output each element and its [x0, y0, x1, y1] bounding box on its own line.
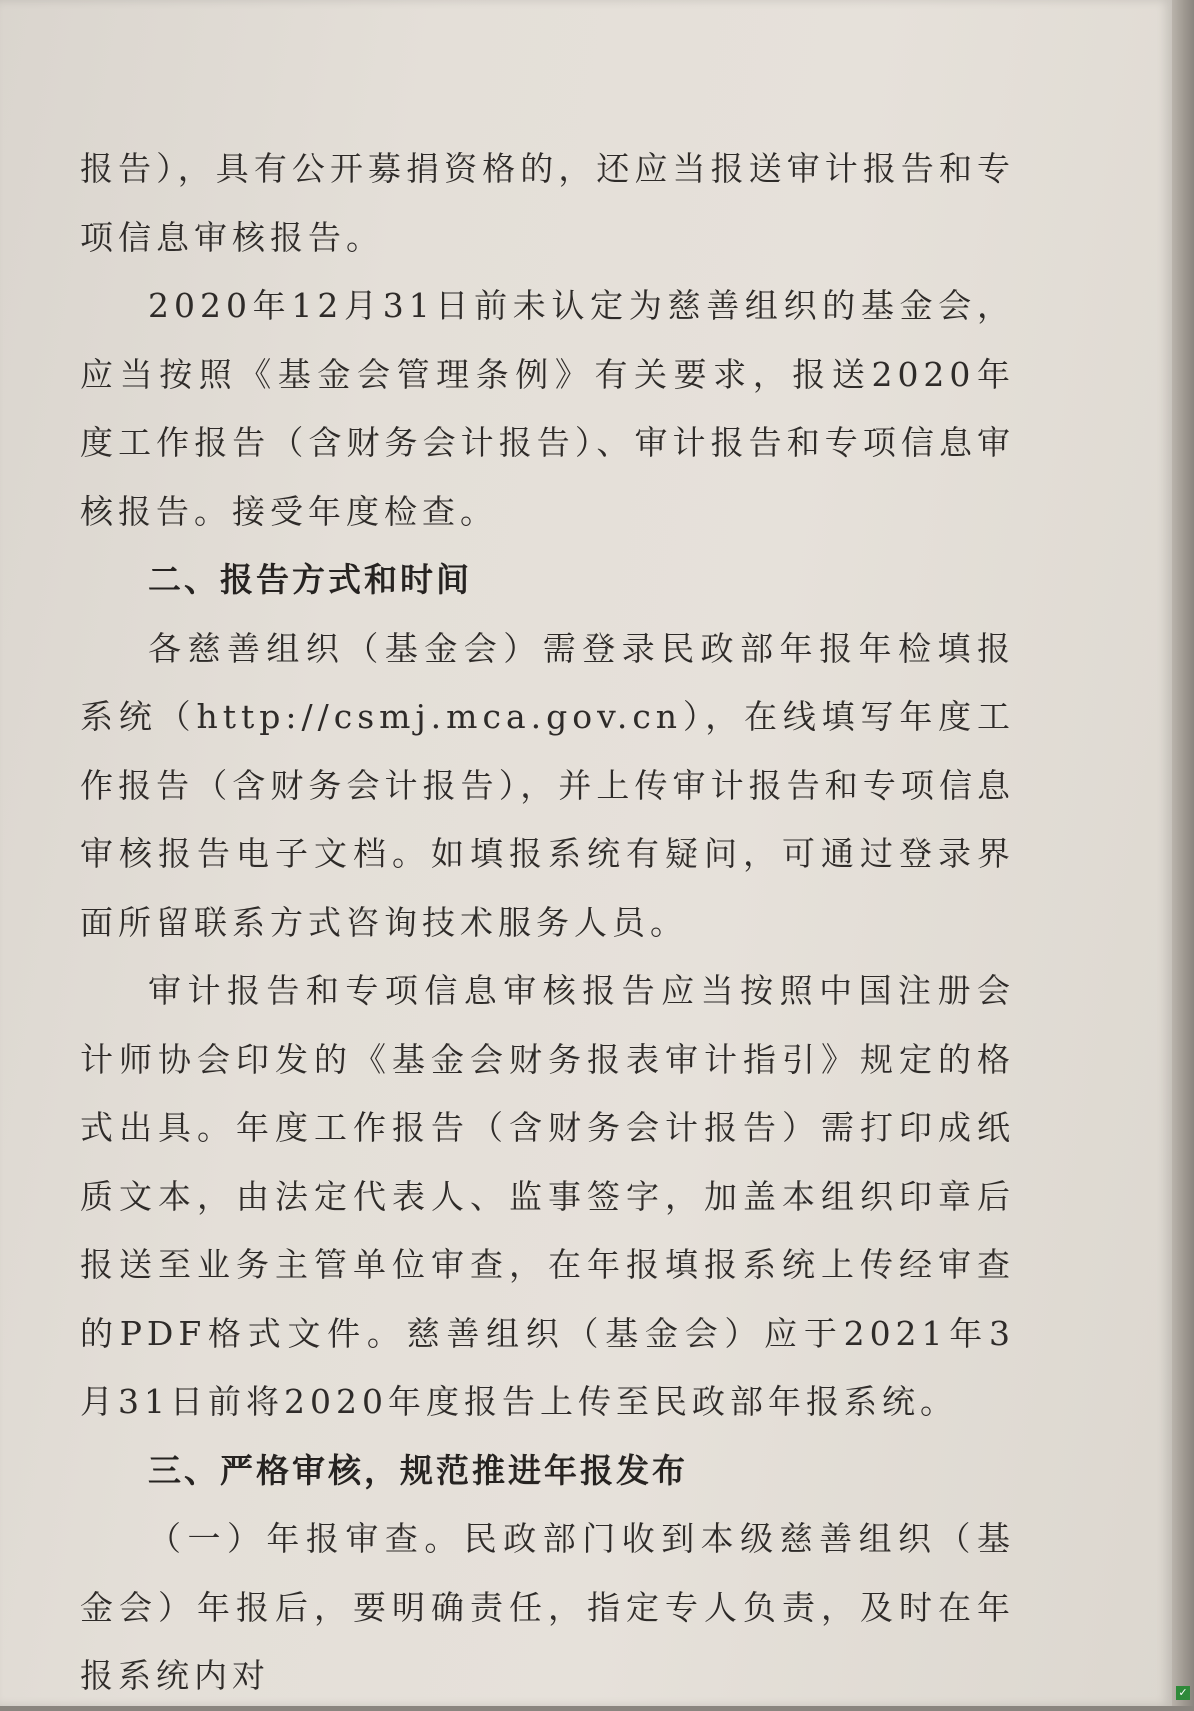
- document-body: [80, 135, 1015, 1711]
- corner-check-icon: ✓: [1176, 1686, 1190, 1700]
- paragraph-1: 报告），具有公开募捐资格的，还应当报送审计报告和专项信息审核报告。: [80, 149, 1015, 257]
- page-edge-shadow: [1172, 0, 1194, 1706]
- section-heading-3: 三、严格审核，规范推进年报发布: [148, 1450, 688, 1490]
- paragraph-2: 2020年12月31日前未认定为慈善组织的基金会，应当按照《基金会管理条例》有关要求，报送2020年度工作报告（含财务会计报告）、审计报告和专项信息审核报告。接受年度检查。: [80, 286, 1015, 531]
- paragraph-3: 各慈善组织（基金会）需登录民政部年报年检填报系统（http://csmj.mca.gov.cn），在线填写年度工作报告（含财务会计报告），并上传审计报告和专项信息审核报告电子文档。如填报系统有疑问，可通过登录界面所留联系方式咨询技术服务人员。: [80, 628, 1015, 942]
- section-heading-2: 二、报告方式和时间: [148, 560, 472, 599]
- paragraph-5: （一）年报审查。民政部门收到本级慈善组织（基金会）年报后，要明确责任，指定专人负责，及时在年报系统内对: [80, 1519, 1015, 1695]
- paragraph-4: 审计报告和专项信息审核报告应当按照中国注册会计师协会印发的《基金会财务报表审计指引》规定的格式出具。年度工作报告（含财务会计报告）需打印成纸质文本，由法定代表人、监事签字，加盖本组织印章后报送至业务主管单位审查，在年报填报系统上传经审查的PDF格式文件。慈善组织（基金会）应于2021年3月31日前将2020年度报告上传至民政部年报系统。: [80, 971, 1015, 1421]
